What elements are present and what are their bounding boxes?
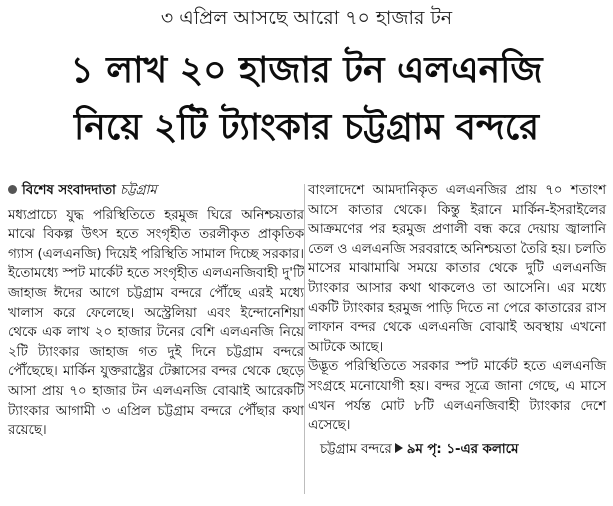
continued-lead-text: চট্টগ্রাম বন্দরে bbox=[320, 441, 392, 457]
article-column-left bbox=[8, 181, 304, 441]
kicker-headline: ৩ এপ্রিল আসছে আরো ৭০ হাজার টন bbox=[160, 7, 453, 29]
article-column-right bbox=[308, 181, 606, 459]
byline-reporter: বিশেষ সংবাদদাতা bbox=[22, 183, 116, 198]
continued-page-reference: ৯ম পৃ: ১-এর কলামে bbox=[406, 441, 519, 457]
paragraph: উদ্ভূত পরিস্থিতিতে সরকার স্পট মার্কেট হতে এলএনজি সংগ্রহে মনোযোগী হয়। বন্দর সূত্রে জানা গেছে, এ মাসে এখন পর্যন্ত মোট ৮টি এলএনজিবাহী ট্যাংকার দেশে এসেছে। bbox=[308, 359, 606, 434]
paragraph: মধ্যপ্রাচ্যে যুদ্ধ পরিস্থিতিতে হরমুজ ঘিরে অনিশ্চয়তার মাঝে বিকল্প উৎস হতে সংগৃহীত তরলীকৃত প্রাকৃতিক গ্যাস (এলএনজি) দিয়েই পরিস্থিতি সামাল দিচ্ছে সরকার। ইতোমধ্যে স্পট মার্কেট হতে সংগৃহীত এলএনজিবাহী দু'টি জাহাজ ঈদের আগে চট্টগ্রাম বন্দরে পৌঁছে এরই মধ্যে খালাস করে ফেলেছে। অস্ট্রেলিয়া এবং ইন্দোনেশিয়া থেকে এক লাখ ২০ হাজার টনের বেশি এলএনজি নিয়ে ২টি ট্যাংকার জাহাজ গত দুই দিনে চট্টগ্রাম বন্দরে পৌঁছেছে। মার্কিন যুক্তরাষ্ট্রের টেক্সাসের বন্দর থেকে ছেড়ে আসা প্রায় ৭০ হাজার টন এলএনজি বোঝাই আরেকটি ট্যাংকার আগামী ৩ এপ্রিল চট্টগ্রাম বন্দরে পৌঁছার কথা রয়েছে। bbox=[8, 207, 304, 439]
arrow-right-icon bbox=[395, 443, 403, 453]
paragraph: বাংলাদেশে আমদানিকৃত এলএনজির প্রায় ৭০ শতাংশ আসে কাতার থেকে। কিন্তু ইরানে মার্কিন-ইসরাইলের আক্রমণের পর হরমুজ প্রণালী বন্ধ করে দেয়ায় জ্বালানি তেল ও এলএনজি সরবরাহে অনিশ্চয়তা তৈরি হয়। চলতি মাসের মাঝামাঝি সময়ে কাতার থেকে দুটি এলএনজি ট্যাংকার আসার কথা থাকলেও তা আসেনি। এর মধ্যে একটি ট্যাংকার হরমুজ পাড়ি দিতে না পেরে কাতারের রাস লাফান বন্দর থেকে এলএনজি বোঝাই অবস্থায় এখনো আটকে আছে। bbox=[308, 183, 606, 355]
column-divider bbox=[304, 184, 305, 494]
byline bbox=[8, 181, 304, 201]
main-headline-line-2: নিয়ে ২টি ট্যাংকার চট্টগ্রাম বন্দরে bbox=[73, 107, 540, 148]
main-headline-line-1: ১ লাখ ২০ হাজার টন এলএনজি bbox=[70, 50, 543, 91]
byline-location: চট্টগ্রাম bbox=[120, 183, 157, 198]
continued-on-line bbox=[308, 440, 606, 460]
bullet-icon bbox=[8, 185, 17, 194]
